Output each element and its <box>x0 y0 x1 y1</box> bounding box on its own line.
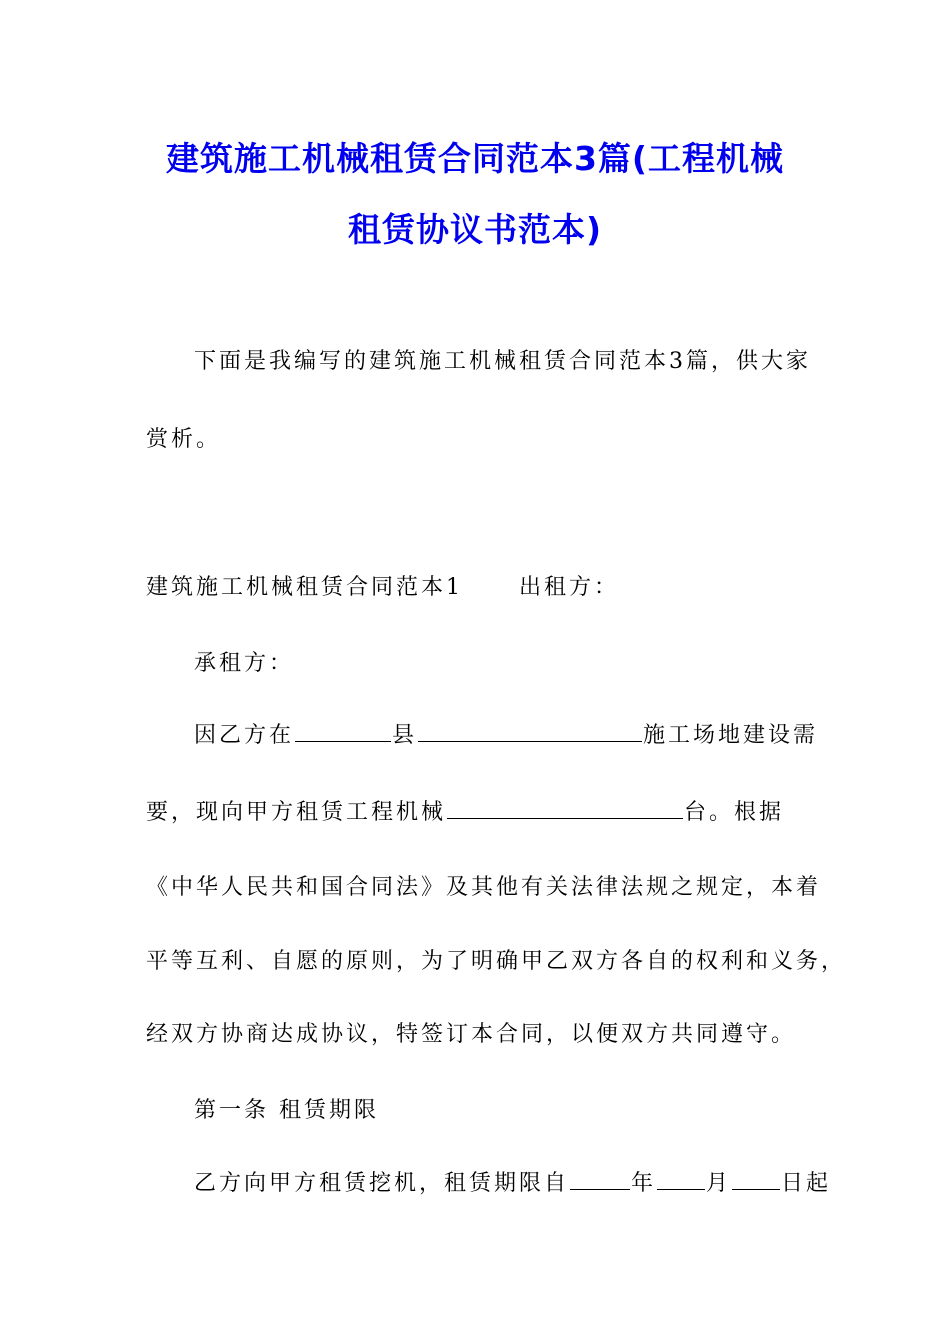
contract-paragraph-line-3: 《中华人民共和国合同法》及其他有关法律法规之规定，本着 <box>146 875 822 900</box>
contract-paragraph-line-5: 经双方协商达成协议，特签订本合同，以便双方共同遵守。 <box>146 1022 797 1047</box>
text-segment: 台。根据 <box>684 800 785 825</box>
document-title-line-2: 租赁协议书范本) <box>347 210 603 249</box>
contract-paragraph-line-1 <box>194 718 818 749</box>
contract-paragraph-line-2 <box>146 795 784 826</box>
text-segment: 县 <box>392 723 418 748</box>
lessor-label: 出租方： <box>519 575 620 600</box>
fill-in-blank-county <box>295 723 391 742</box>
sample-1-heading: 建筑施工机械租赁合同范本1 <box>146 575 463 600</box>
lessee-label: 承租方： <box>194 651 295 676</box>
text-segment: 施工场地建设需 <box>643 723 819 748</box>
intro-paragraph-line-2: 赏析。 <box>146 427 222 452</box>
fill-in-blank-day <box>732 1171 780 1190</box>
intro-paragraph-line-1: 下面是我编写的建筑施工机械租赁合同范本3篇，供大家 <box>194 349 811 374</box>
document-title-line-1: 建筑施工机械租赁合同范本3篇(工程机械 <box>165 139 785 178</box>
fill-in-blank-year <box>570 1171 630 1190</box>
fill-in-blank-month <box>657 1171 705 1190</box>
text-segment: 要，现向甲方租赁工程机械 <box>146 800 447 825</box>
text-segment: 日起 <box>781 1171 832 1196</box>
text-segment: 乙方向甲方租赁挖机，租赁期限自 <box>194 1171 570 1196</box>
text-segment: 年 <box>631 1171 657 1196</box>
fill-in-blank-machine-count <box>447 800 683 819</box>
text-segment: 因乙方在 <box>194 723 295 748</box>
fill-in-blank-site <box>418 723 642 742</box>
article-1-line-1 <box>194 1166 831 1197</box>
contract-paragraph-line-4: 平等互利、自愿的原则，为了明确甲乙双方各自的权利和义务， <box>146 949 847 974</box>
sample-1-heading-row <box>146 570 619 601</box>
article-1-title: 第一条 租赁期限 <box>194 1098 379 1123</box>
text-segment: 月 <box>706 1171 732 1196</box>
